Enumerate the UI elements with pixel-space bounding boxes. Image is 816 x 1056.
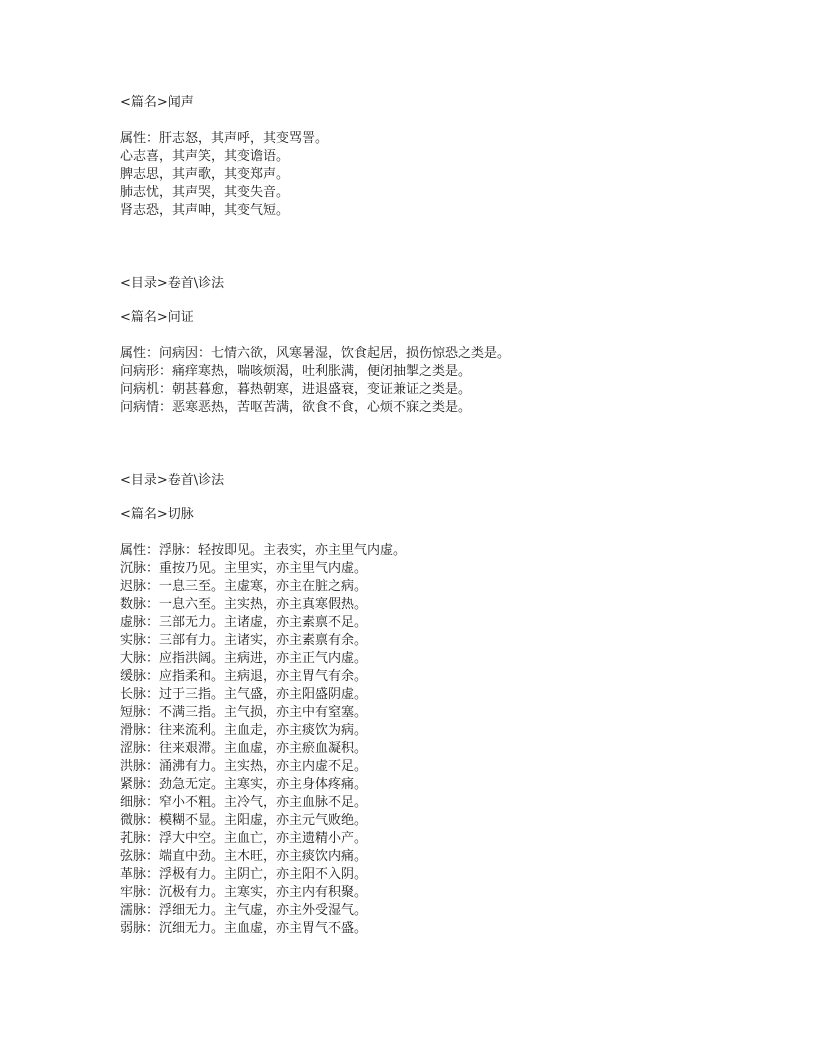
body-line: 芤脉：浮大中空。主血亡，亦主遗精小产。 <box>120 831 368 846</box>
body-line: 属性：肝志怒，其声呼，其变骂詈。 <box>120 131 329 146</box>
body-line: 短脉：不满三指。主气损，亦主中有窒塞。 <box>120 705 368 720</box>
body-line: 缓脉：应指柔和。主病退，亦主胃气有余。 <box>120 669 368 684</box>
body-line: 实脉：三部有力。主诸实，亦主素禀有余。 <box>120 633 368 648</box>
body-line: 大脉：应指洪阔。主病进，亦主正气内虚。 <box>120 651 368 666</box>
catalog-line: <目录>卷首\诊法 <box>120 276 225 291</box>
body-line: 紧脉：劲急无定。主寒实，亦主身体疼痛。 <box>120 777 368 792</box>
catalog-line: <目录>卷首\诊法 <box>120 473 225 488</box>
body-line: 细脉：窄小不粗。主冷气，亦主血脉不足。 <box>120 795 368 810</box>
body-line: 问病形：痛痒寒热，喘咳烦渴，吐利胀满，便闭抽掣之类是。 <box>120 364 472 379</box>
body-line: 属性：问病因：七情六欲，风寒暑湿，饮食起居，损伤惊恐之类是。 <box>120 346 511 361</box>
body-line: 革脉：浮极有力。主阴亡，亦主阳不入阴。 <box>120 867 368 882</box>
body-line: 涩脉：往来艰滞。主血虚，亦主瘀血凝积。 <box>120 741 368 756</box>
body-line: 问病情：恶寒恶热，苦呕苦满，欲食不食，心烦不寐之类是。 <box>120 400 472 415</box>
section-heading-qiemai: <篇名>切脉 <box>120 507 194 522</box>
body-line: 数脉：一息六至。主实热，亦主真寒假热。 <box>120 597 368 612</box>
body-line: 牢脉：沉极有力。主寒实，亦主内有积聚。 <box>120 885 368 900</box>
body-line: 问病机：朝甚暮愈，暮热朝寒，进退盛衰，变证兼证之类是。 <box>120 382 472 397</box>
body-line: 肾志恐，其声呻，其变气短。 <box>120 203 290 218</box>
body-line: 心志喜，其声笑，其变谵语。 <box>120 149 290 164</box>
body-line: 洪脉：涌沸有力。主实热，亦主内虚不足。 <box>120 759 368 774</box>
body-line: 虚脉：三部无力。主诸虚，亦主素禀不足。 <box>120 615 368 630</box>
body-line: 属性：浮脉：轻按即见。主表实，亦主里气内虚。 <box>120 543 407 558</box>
body-line: 肺志忧，其声哭，其变失音。 <box>120 185 290 200</box>
body-line: 弱脉：沉细无力。主血虚，亦主胃气不盛。 <box>120 921 368 936</box>
section-heading-wenzheng: <篇名>问证 <box>120 310 194 325</box>
body-line: 弦脉：端直中劲。主木旺，亦主痰饮内痛。 <box>120 849 368 864</box>
section-heading-wensheng: <篇名>闻声 <box>120 95 194 110</box>
body-line: 滑脉：往来流利。主血走，亦主痰饮为病。 <box>120 723 368 738</box>
body-line: 微脉：模糊不显。主阳虚，亦主元气败绝。 <box>120 813 368 828</box>
body-line: 脾志思，其声歌，其变郑声。 <box>120 167 290 182</box>
body-line: 迟脉：一息三至。主虚寒，亦主在脏之病。 <box>120 579 368 594</box>
body-line: 长脉：过于三指。主气盛，亦主阳盛阴虚。 <box>120 687 368 702</box>
body-line: 沉脉：重按乃见。主里实，亦主里气内虚。 <box>120 561 368 576</box>
body-line: 濡脉：浮细无力。主气虚，亦主外受湿气。 <box>120 903 368 918</box>
document-page <box>120 94 780 938</box>
